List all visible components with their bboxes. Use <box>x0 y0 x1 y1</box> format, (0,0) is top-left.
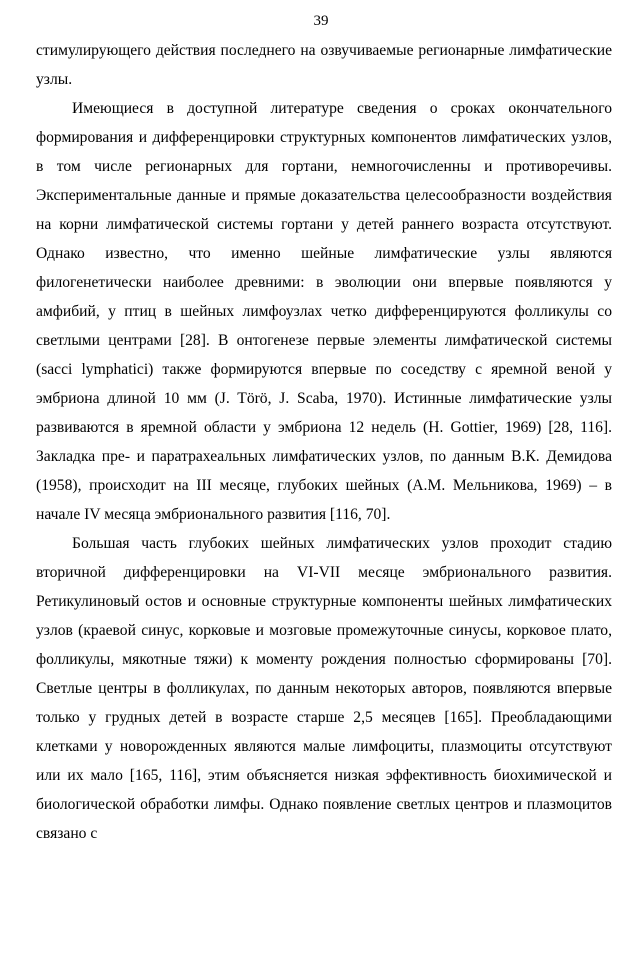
paragraph-continuation: стимулирующего действия последнего на озвучиваемые регионарные лимфатические узлы. <box>36 42 612 88</box>
body-text <box>36 36 612 848</box>
page-number: 39 <box>313 13 329 29</box>
paragraph-lymph-node-formation: Имеющиеся в доступной литературе сведения о сроках окончательного формирования и дифференцировки структурных компонентов лимфатических узлов, в том числе регионарных для гортани, немногочисленны и противоречивы. Экспериментальные данные и прямые доказательства целесообразности воздействия на корни лимфатической системы гортани у детей раннего возраста отсутствуют. Однако известно, что именно шейные лимфатические узлы являются филогенетически наиболее древними: в эволюции они впервые появляются у амфибий, у птиц в шейных лимфоузлах четко дифференцируются фолликулы со светлыми центрами [28]. В онтогенезе первые элементы лимфатической системы (sacci lymphatici) также формируются впервые по соседству с яремной веной у эмбриона длиной 10 мм (J. Törö, J. Scaba, 1970). Истинные лимфатические узлы развиваются в яремной области у эмбриона 12 недель (H. Gottier, 1969) [28, 116]. Закладка пре- и паратрахеальных лимфатических узлов, по данным В.К. Демидова (1958), происходит на III месяце, глубоких шейных (А.М. Мельникова, 1969) – в начале IV месяца эмбрионального развития [116, 70]. <box>36 100 612 523</box>
paragraph-secondary-differentiation: Большая часть глубоких шейных лимфатических узлов проходит стадию вторичной дифференцировки на VI-VII месяце эмбрионального развития. Ретикулиновый остов и основные структурные компоненты шейных лимфатических узлов (краевой синус, корковые и мозговые промежуточные синусы, корковое плато, фолликулы, мякотные тяжи) к моменту рождения полностью сформированы [70]. Светлые центры в фолликулах, по данным некоторых авторов, появляются впервые только у грудных детей в возрасте старше 2,5 месяцев [165]. Преобладающими клетками у новорожденных являются малые лимфоциты, плазмоциты отсутствуют или их мало [165, 116], этим объясняется низкая эффективность биохимической и биологической обработки лимфы. Однако появление светлых центров и плазмоцитов связано с <box>36 535 612 842</box>
